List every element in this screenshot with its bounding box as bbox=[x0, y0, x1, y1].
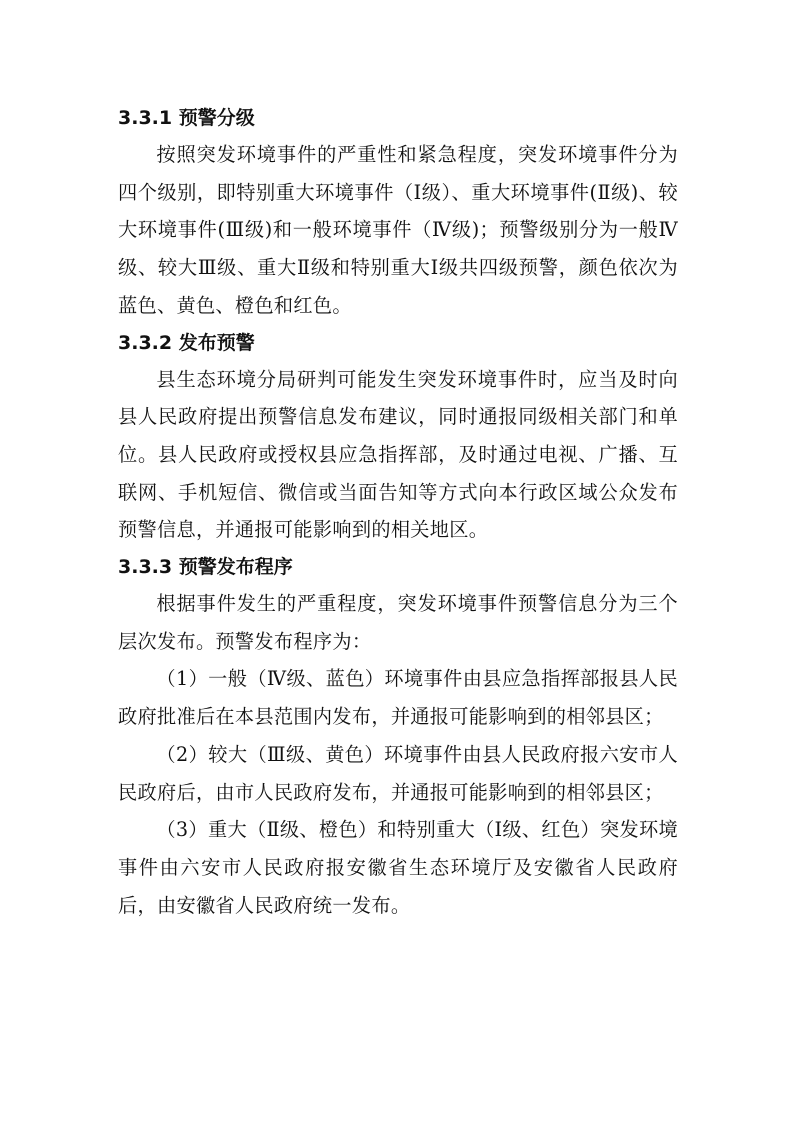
paragraph: 按照突发环境事件的严重性和紧急程度，突发环境事件分为四个级别，即特别重大环境事件（Ⅰ级）、重大环境事件(Ⅱ级)、较大环境事件(Ⅲ级)和一般环境事件（Ⅳ级)；预警级别分为一般Ⅳ级、较大Ⅲ级、重大Ⅱ级和特别重大Ⅰ级共四级预警，颜色依次为蓝色、黄色、橙色和红色。 bbox=[118, 143, 678, 317]
paragraph: 根据事件发生的严重程度，突发环境事件预警信息分为三个层次发布。预警发布程序为： bbox=[118, 592, 678, 653]
section-heading: 3.3.1 预警分级 bbox=[118, 107, 255, 129]
section-heading: 3.3.3 预警发布程序 bbox=[118, 556, 293, 579]
list-item: （3）重大（Ⅱ级、橙色）和特别重大（Ⅰ级、红色）突发环境事件由六安市人民政府报安徽省生态环境厅及安徽省人民政府后，由安徽省人民政府统一发布。 bbox=[118, 818, 678, 917]
document-body bbox=[118, 104, 678, 924]
paragraph: 县生态环境分局研判可能发生突发环境事件时，应当及时向县人民政府提出预警信息发布建议，同时通报同级相关部门和单位。县人民政府或授权县应急指挥部，及时通过电视、广播、互联网、手机短信、微信或当面告知等方式向本行政区域公众发布预警信息，并通报可能影响到的相关地区。 bbox=[118, 367, 678, 542]
list-item: （1）一般（Ⅳ级、蓝色）环境事件由县应急指挥部报县人民政府批准后在本县范围内发布，并通报可能影响到的相邻县区； bbox=[118, 667, 678, 729]
section-issue-warning bbox=[118, 329, 678, 550]
section-warning-levels bbox=[118, 104, 678, 325]
list-item: （2）较大（Ⅲ级、黄色）环境事件由县人民政府报六安市人民政府后，由市人民政府发布，并通报可能影响到的相邻县区； bbox=[118, 742, 678, 804]
section-heading: 3.3.2 发布预警 bbox=[118, 331, 255, 354]
section-warning-procedure bbox=[118, 553, 678, 924]
